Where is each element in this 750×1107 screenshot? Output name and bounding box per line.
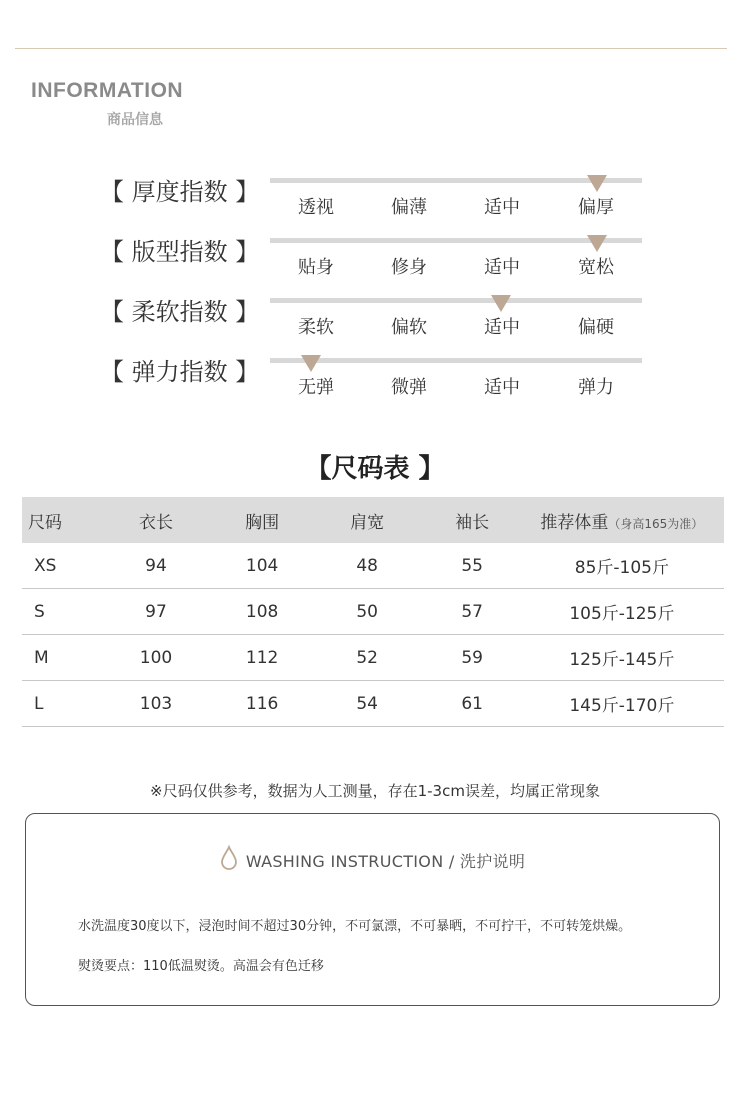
index-marker — [587, 235, 607, 252]
section-subtitle: 商品信息 — [107, 112, 163, 128]
water-drop-icon — [220, 845, 238, 871]
index-label: 【 柔软指数 】 — [100, 298, 260, 326]
table-cell: 61 — [425, 681, 520, 727]
column-header: 胸围 — [214, 497, 309, 543]
column-header-weight — [520, 497, 724, 543]
table-cell: 112 — [214, 635, 309, 681]
size-table — [22, 497, 724, 727]
table-cell: XS — [22, 543, 98, 589]
column-header: 尺码 — [22, 497, 98, 543]
washing-title: WASHING INSTRUCTION / 洗护说明 — [245, 852, 526, 871]
table-row — [22, 681, 724, 727]
index-option: 偏厚 — [578, 197, 614, 218]
table-cell: 55 — [425, 543, 520, 589]
index-marker — [491, 295, 511, 312]
index-option: 修身 — [391, 257, 427, 278]
washing-instruction-box — [25, 813, 720, 1006]
index-option: 适中 — [484, 317, 520, 338]
index-option: 宽松 — [578, 257, 614, 278]
index-marker — [301, 355, 321, 372]
index-option: 适中 — [484, 257, 520, 278]
table-cell: S — [22, 589, 98, 635]
index-option: 偏硬 — [578, 317, 614, 338]
washing-header — [26, 845, 719, 872]
column-header: 肩宽 — [310, 497, 425, 543]
weight-header-note: （身高165为准） — [608, 516, 704, 531]
table-cell: 145斤-170斤 — [520, 681, 724, 727]
table-cell: 50 — [310, 589, 425, 635]
table-cell: 100 — [98, 635, 215, 681]
index-option: 微弹 — [391, 377, 427, 398]
index-label: 【 版型指数 】 — [100, 238, 260, 266]
weight-header-label: 推荐体重 — [540, 512, 609, 533]
index-label: 【 弹力指数 】 — [100, 358, 260, 386]
table-row — [22, 589, 724, 635]
index-track — [270, 358, 642, 363]
index-row-softness — [0, 297, 750, 357]
column-header: 袖长 — [425, 497, 520, 543]
index-option: 偏薄 — [391, 197, 427, 218]
table-cell: 104 — [214, 543, 309, 589]
table-cell: 125斤-145斤 — [520, 635, 724, 681]
index-option: 适中 — [484, 377, 520, 398]
table-cell: M — [22, 635, 98, 681]
table-cell: 54 — [310, 681, 425, 727]
table-row — [22, 635, 724, 681]
index-track — [270, 178, 642, 183]
index-label: 【 厚度指数 】 — [100, 178, 260, 206]
table-cell: 108 — [214, 589, 309, 635]
washing-line: 水洗温度30度以下，浸泡时间不超过30分钟，不可氯漂，不可暴晒，不可拧干，不可转笼烘燥。 — [78, 919, 632, 934]
index-option: 适中 — [484, 197, 520, 218]
table-cell: 52 — [310, 635, 425, 681]
column-header: 衣长 — [98, 497, 215, 543]
top-divider — [15, 48, 727, 49]
section-title: INFORMATION — [31, 79, 184, 102]
table-cell: 94 — [98, 543, 215, 589]
table-cell: 57 — [425, 589, 520, 635]
table-cell: 59 — [425, 635, 520, 681]
table-cell: L — [22, 681, 98, 727]
table-cell: 105斤-125斤 — [520, 589, 724, 635]
index-option: 偏软 — [391, 317, 427, 338]
index-row-fit — [0, 237, 750, 297]
index-row-thickness — [0, 177, 750, 237]
table-row — [22, 543, 724, 589]
table-cell: 103 — [98, 681, 215, 727]
size-chart-title: 【尺码表 】 — [305, 454, 445, 484]
index-track — [270, 298, 642, 303]
table-cell: 116 — [214, 681, 309, 727]
index-row-elasticity — [0, 357, 750, 417]
size-disclaimer: ※尺码仅供参考，数据为人工测量，存在1-3cm误差，均属正常现象 — [150, 782, 600, 800]
table-header-row — [22, 497, 724, 543]
index-option: 无弹 — [298, 377, 334, 398]
table-cell: 48 — [310, 543, 425, 589]
index-marker — [587, 175, 607, 192]
index-option: 柔软 — [298, 317, 334, 338]
index-track — [270, 238, 642, 243]
index-option: 透视 — [298, 197, 334, 218]
washing-line: 熨烫要点：110低温熨烫。高温会有色迁移 — [78, 959, 324, 974]
table-cell: 97 — [98, 589, 215, 635]
table-cell: 85斤-105斤 — [520, 543, 724, 589]
index-option: 弹力 — [578, 377, 614, 398]
index-option: 贴身 — [298, 257, 334, 278]
